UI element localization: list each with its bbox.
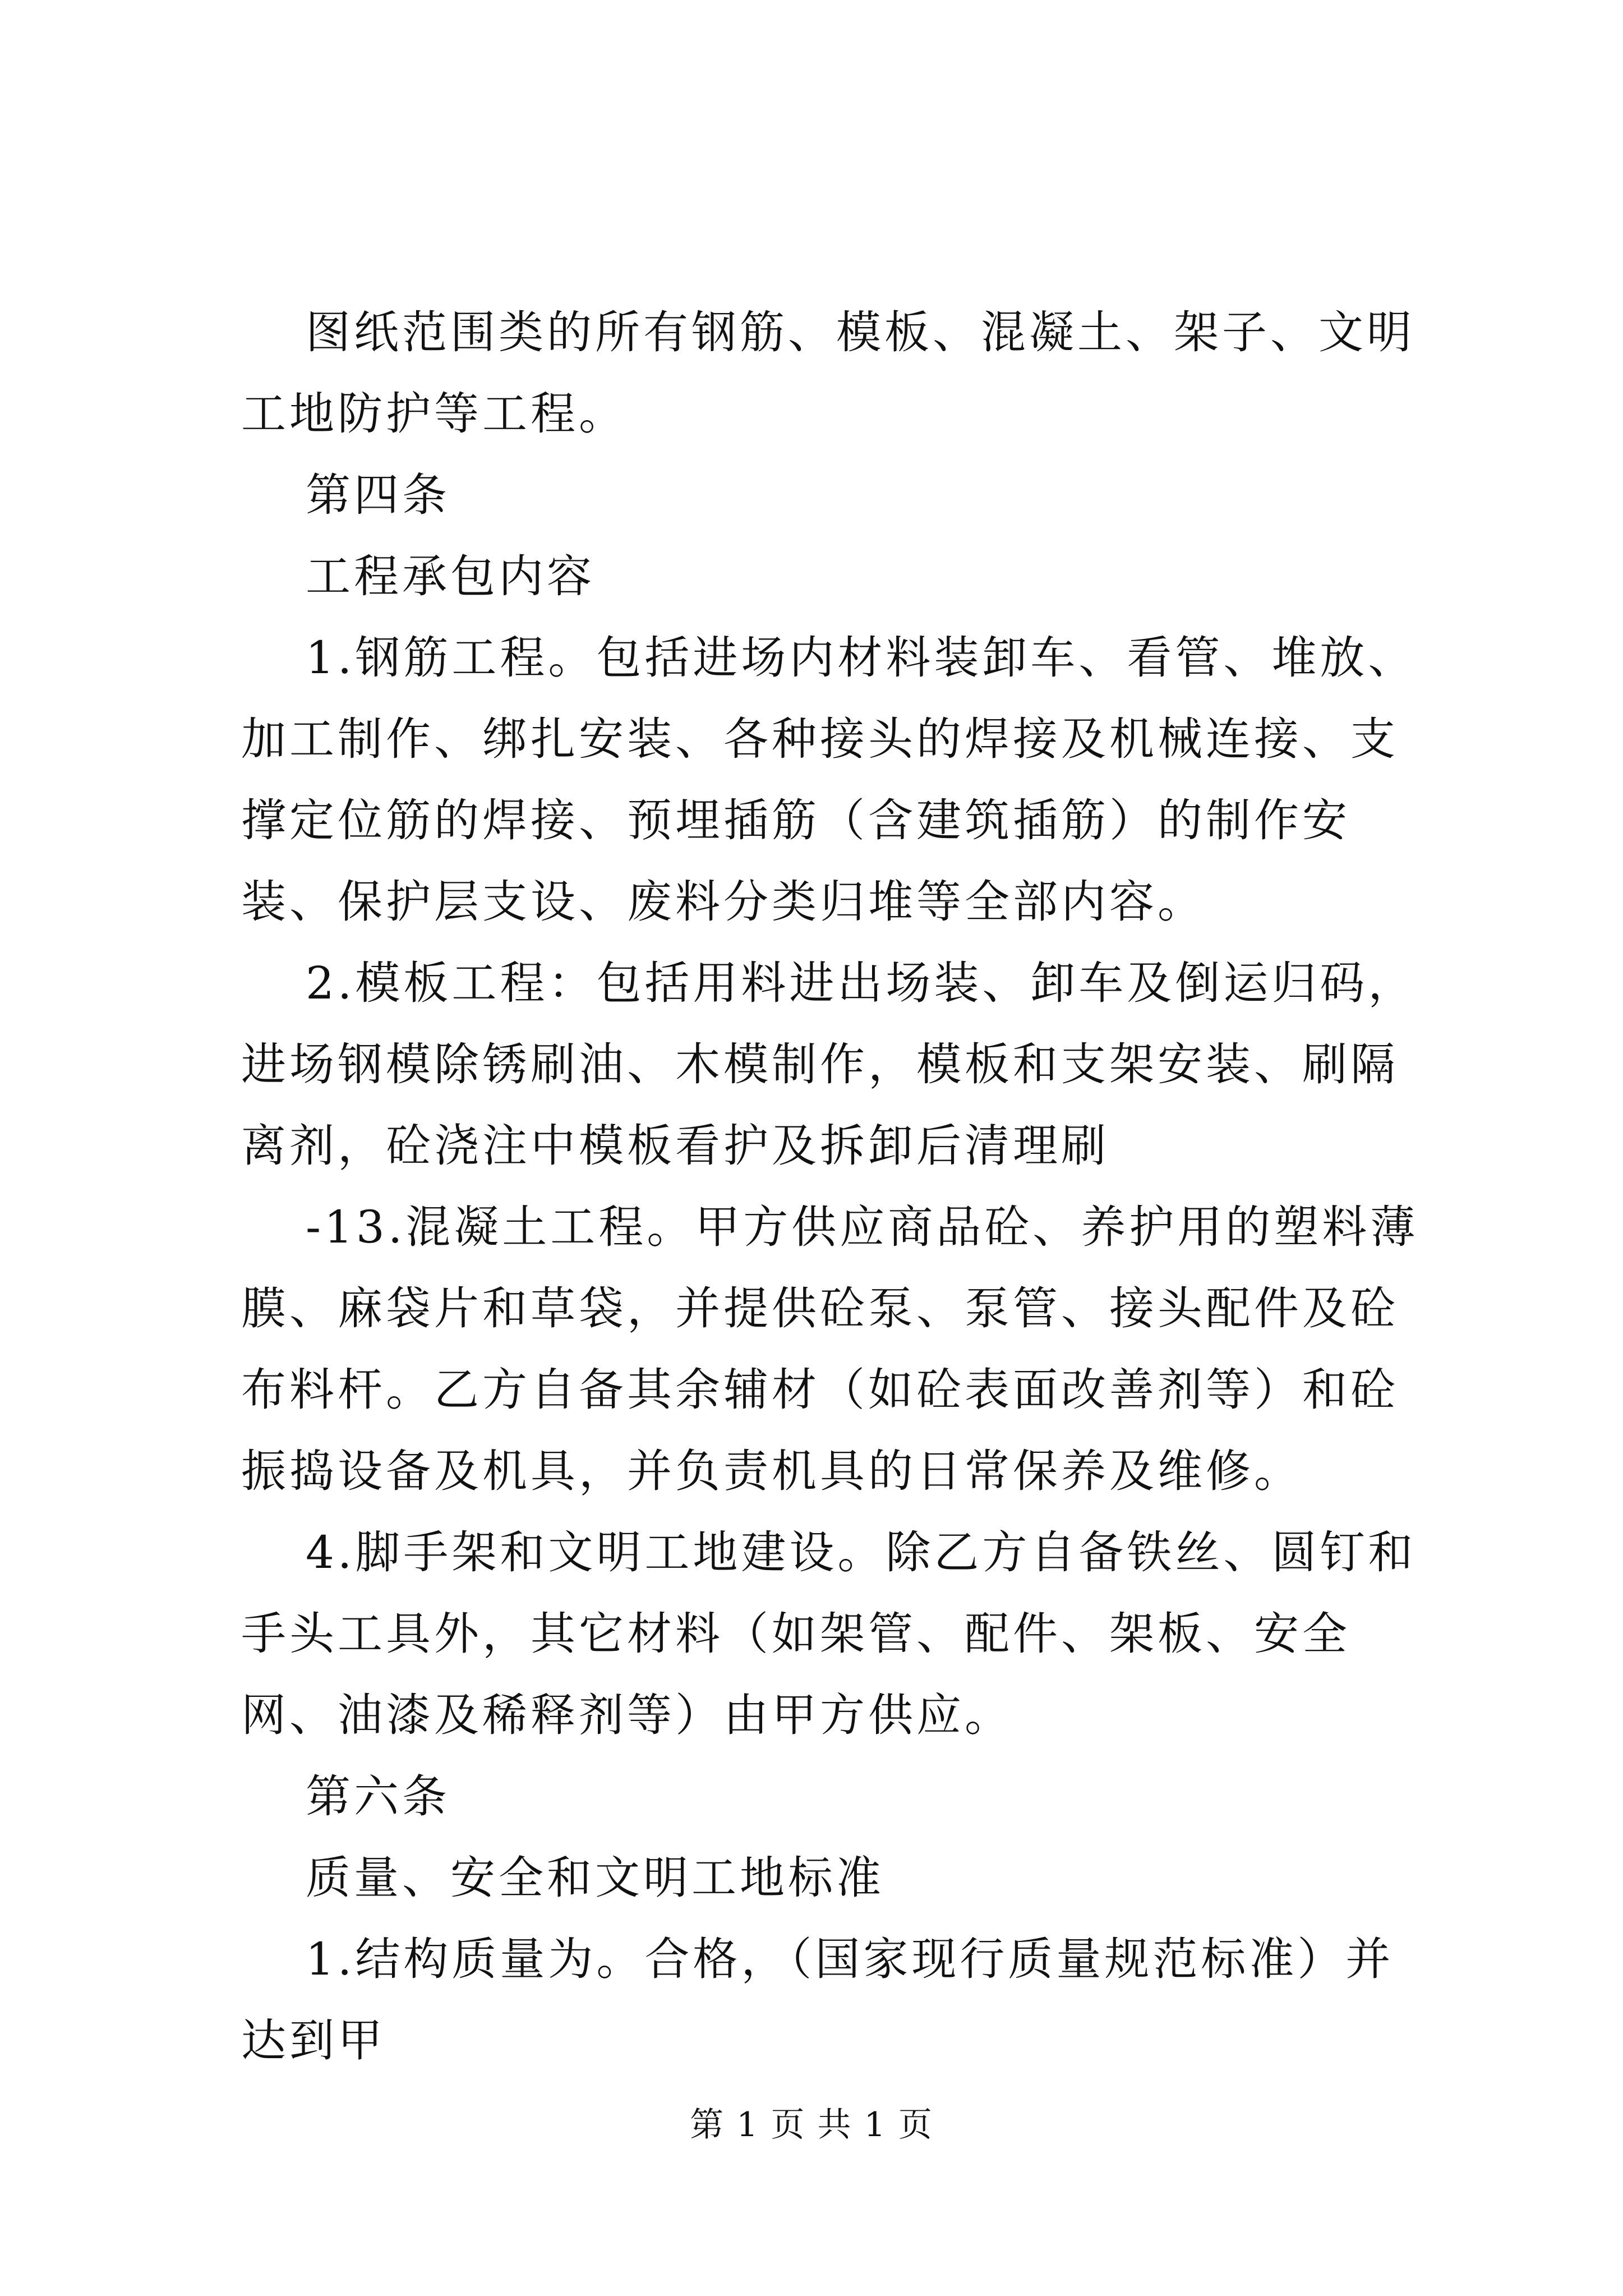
paragraph-structure-quality: 1.结构质量为。合格，（国家现行质量规范标准）并达到甲 [241, 1933, 1394, 2067]
paragraph-scope: 图纸范围类的所有钢筋、模板、混凝土、架子、文明工地防护等工程。 [241, 306, 1415, 440]
article-heading-4: 第四条 [306, 469, 450, 521]
document-body [241, 292, 1419, 2081]
paragraph-concrete-work: -13.混凝土工程。甲方供应商品砼、养护用的塑料薄膜、麻袋片和草袋，并提供砼泵、泵管、接头配件及砼布料杆。乙方自备其余辅材（如砼表面改善剂等）和砼振捣设备及机具，并负责机具的日常保养及维修。 [241, 1201, 1419, 1497]
paragraph-scaffolding: 4.脚手架和文明工地建设。除乙方自备铁丝、圆钉和手头工具外，其它材料（如架管、配件、架板、安全网、油漆及稀释剂等）由甲方供应。 [241, 1526, 1417, 1741]
paragraph-formwork: 2.模板工程：包括用料进出场装、卸车及倒运归码，进场钢模除锈刷油、木模制作，模板和支架安装、刷隔离剂，砼浇注中模板看护及拆卸后清理刷 [241, 957, 1417, 1172]
article-heading-6: 第六条 [306, 1770, 450, 1823]
page-footer: 第 1 页 共 1 页 [690, 2105, 933, 2145]
section-title-contract-content: 工程承包内容 [306, 550, 595, 602]
paragraph-rebar-work: 1.钢筋工程。包括进场内材料装卸车、看管、堆放、加工制作、绑扎安装、各种接头的焊接及机械连接、支撑定位筋的焊接、预埋插筋（含建筑插筋）的制作安装、保护层支设、废料分类归堆等全部内容。 [241, 632, 1417, 928]
section-title-quality-safety: 质量、安全和文明工地标准 [306, 1852, 884, 1904]
